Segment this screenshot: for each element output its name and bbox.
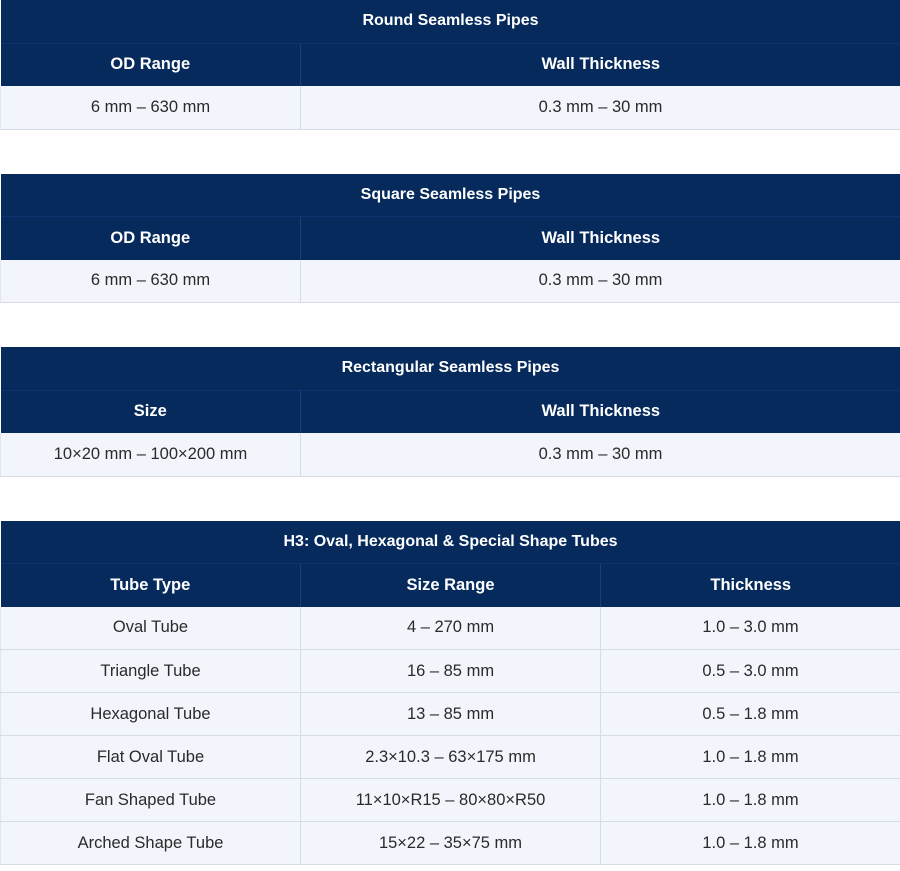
table-spacer (0, 303, 900, 347)
table-row (1, 433, 900, 476)
column-header: Wall Thickness (301, 217, 900, 260)
column-header: Wall Thickness (301, 43, 900, 86)
table-title-row (1, 0, 900, 43)
table-cell: 1.0 – 1.8 mm (601, 779, 900, 822)
table-cell: Triangle Tube (1, 650, 301, 693)
table-cell: 6 mm – 630 mm (1, 86, 301, 129)
table-cell: 16 – 85 mm (301, 650, 601, 693)
table-title-row (1, 347, 900, 390)
column-header: Size Range (301, 564, 601, 607)
column-header: OD Range (1, 43, 301, 86)
special-shape-tubes-table (0, 521, 900, 866)
table-cell: 1.0 – 1.8 mm (601, 822, 900, 865)
table-cell: 6 mm – 630 mm (1, 260, 301, 303)
table-row (1, 693, 900, 736)
table-row (1, 736, 900, 779)
table-title-row (1, 521, 900, 564)
table-cell: 0.3 mm – 30 mm (301, 433, 900, 476)
table-header-row (1, 390, 900, 433)
table-header-row (1, 564, 900, 607)
column-header: Size (1, 390, 301, 433)
table-cell: Oval Tube (1, 607, 301, 650)
table-cell: 0.5 – 3.0 mm (601, 650, 900, 693)
table-row (1, 607, 900, 650)
table-header-row (1, 43, 900, 86)
table-cell: 2.3×10.3 – 63×175 mm (301, 736, 601, 779)
rectangular-pipes-table (0, 347, 900, 477)
table-row (1, 779, 900, 822)
table-cell: Flat Oval Tube (1, 736, 301, 779)
column-header: Thickness (601, 564, 900, 607)
table-header-row (1, 217, 900, 260)
table-cell: 0.3 mm – 30 mm (301, 260, 900, 303)
table-cell: 15×22 – 35×75 mm (301, 822, 601, 865)
table-cell: 0.5 – 1.8 mm (601, 693, 900, 736)
column-header: Tube Type (1, 564, 301, 607)
table-title: Rectangular Seamless Pipes (1, 347, 900, 390)
table-cell: Arched Shape Tube (1, 822, 301, 865)
table-row (1, 822, 900, 865)
table-cell: 10×20 mm – 100×200 mm (1, 433, 301, 476)
table-spacer (0, 477, 900, 521)
table-title-row (1, 174, 900, 217)
table-cell: 4 – 270 mm (301, 607, 601, 650)
table-row (1, 86, 900, 129)
column-header: OD Range (1, 217, 301, 260)
table-title: Square Seamless Pipes (1, 174, 900, 217)
round-pipes-table (0, 0, 900, 130)
table-title: Round Seamless Pipes (1, 0, 900, 43)
table-spacer (0, 130, 900, 174)
table-title: H3: Oval, Hexagonal & Special Shape Tubes (1, 521, 900, 564)
table-cell: 11×10×R15 – 80×80×R50 (301, 779, 601, 822)
table-cell: 1.0 – 3.0 mm (601, 607, 900, 650)
table-cell: 1.0 – 1.8 mm (601, 736, 900, 779)
table-cell: Hexagonal Tube (1, 693, 301, 736)
table-cell: 0.3 mm – 30 mm (301, 86, 900, 129)
table-cell: Fan Shaped Tube (1, 779, 301, 822)
column-header: Wall Thickness (301, 390, 900, 433)
square-pipes-table (0, 174, 900, 304)
table-row (1, 650, 900, 693)
table-row (1, 260, 900, 303)
table-cell: 13 – 85 mm (301, 693, 601, 736)
